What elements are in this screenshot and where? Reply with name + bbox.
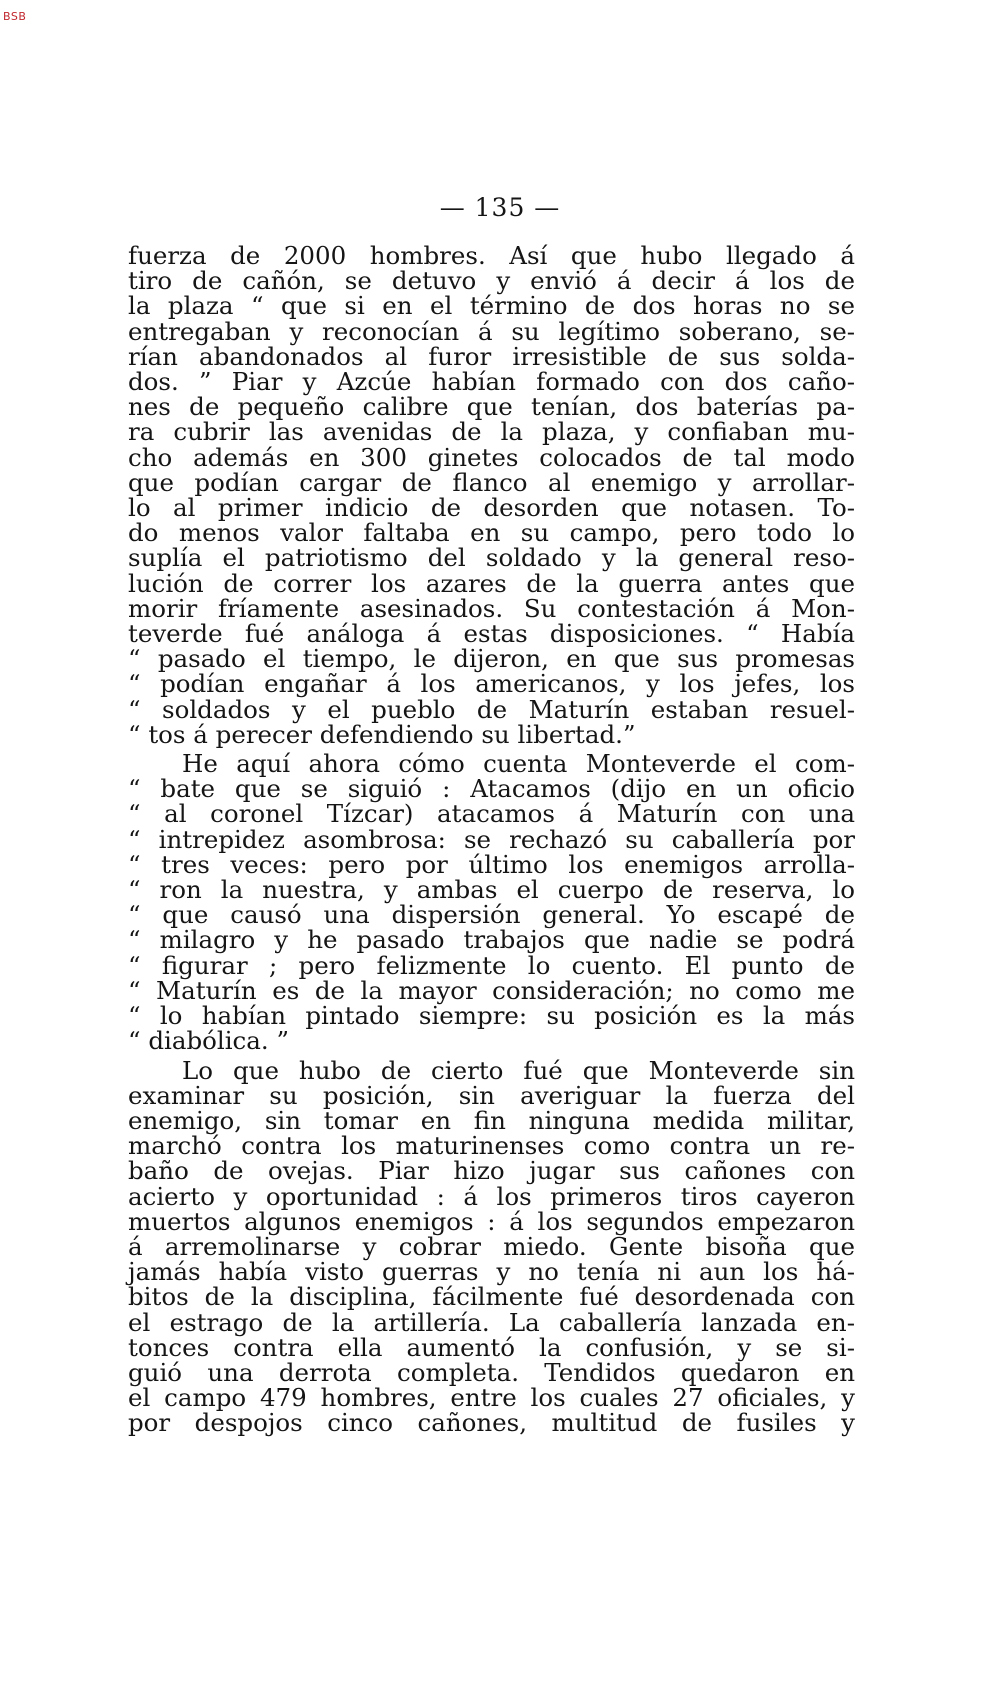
text-line: bitos de la disciplina, fácilmente fué desordenada con — [128, 1282, 855, 1312]
text-line: “ pasado el tiempo, le dijeron, en que sus promesas — [128, 644, 855, 674]
text-line: por despojos cinco cañones, multitud de fusiles y — [128, 1408, 855, 1438]
text-line: entregaban y reconocían á su legítimo soberano, se- — [128, 316, 855, 346]
text-line: do menos valor faltaba en su campo, pero todo lo — [128, 518, 855, 548]
text-line: que podían cargar de flanco al enemigo y arrollar- — [128, 467, 855, 497]
text-line: “ intrepidez asombrosa: se rechazó su caballería por — [128, 824, 855, 854]
text-line: tiro de cañón, se detuvo y envió á decir á los de — [128, 266, 855, 296]
text-line: “ figurar ; pero felizmente lo cuento. El punto de — [128, 950, 855, 980]
text-line: á arremolinarse y cobrar miedo. Gente bisoña que — [128, 1231, 855, 1261]
text-line: “ tres veces: pero por último los enemigos arrolla- — [128, 849, 855, 879]
text-line: el campo 479 hombres, entre los cuales 27 oficiales, y — [128, 1383, 855, 1413]
text-line: “ ron la nuestra, y ambas el cuerpo de reserva, lo — [128, 875, 855, 905]
text-line: cho además en 300 ginetes colocados de tal modo — [128, 442, 855, 472]
text-line: “ que causó una dispersión general. Yo escapé de — [128, 900, 855, 930]
text-line: “ podían engañar á los americanos, y los jefes, los — [128, 669, 855, 699]
text-line: enemigo, sin tomar en fin ninguna medida militar, — [128, 1105, 855, 1135]
text-line: Lo que hubo de cierto fué que Monteverde sin — [182, 1055, 855, 1085]
paragraph — [128, 749, 855, 1056]
text-line: lo al primer indicio de desorden que notasen. To- — [128, 493, 855, 523]
page-number: — 135 — — [439, 193, 561, 222]
text-line: nes de pequeño calibre que tenían, dos baterías pa- — [128, 392, 855, 422]
text-line: acierto y oportunidad : á los primeros tiros cayeron — [128, 1181, 855, 1211]
text-line: dos. ” Piar y Azcúe habían formado con dos caño- — [128, 367, 855, 397]
text-line: guió una derrota completa. Tendidos quedaron en — [128, 1357, 855, 1387]
text-line: “ diabólica. ” — [128, 1026, 289, 1056]
text-line: fuerza de 2000 hombres. Así que hubo llegado á — [128, 241, 855, 270]
text-line: ra cubrir las avenidas de la plaza, y confiaban mu- — [128, 417, 855, 447]
text-line: muertos algunos enemigos : á los segundos empezaron — [128, 1206, 855, 1236]
text-line: “ soldados y el pueblo de Maturín estaban resuel- — [128, 694, 855, 724]
text-line: “ milagro y he pasado trabajos que nadie se podrá — [128, 925, 855, 955]
text-line: tonces contra ella aumentó la confusión, y se si- — [128, 1332, 855, 1362]
text-line: “ bate que se siguió : Atacamos (dijo en un oficio — [128, 774, 855, 804]
text-line: lución de correr los azares de la guerra antes que — [128, 568, 855, 598]
text-line: “ tos á perecer defendiendo su libertad.” — [128, 719, 636, 749]
text-line: rían abandonados al furor irresistible de sus solda- — [128, 341, 855, 371]
text-line: examinar su posición, sin averiguar la fuerza del — [128, 1080, 855, 1110]
body-text — [128, 243, 855, 1436]
text-line: morir fríamente asesinados. Su contestación á Mon- — [128, 593, 855, 623]
paragraph — [128, 243, 855, 747]
library-stamp: BSB — [3, 10, 27, 23]
text-line: “ al coronel Tízcar) atacamos á Maturín con una — [128, 799, 855, 829]
text-line: jamás había visto guerras y no tenía ni aun los há- — [128, 1257, 855, 1287]
text-line: baño de ovejas. Piar hizo jugar sus cañones con — [128, 1156, 855, 1186]
text-line: “ Maturín es de la mayor consideración; no como me — [128, 975, 855, 1005]
text-line: el estrago de la artillería. La caballería lanzada en- — [128, 1307, 855, 1337]
text-line: teverde fué análoga á estas disposiciones. “ Había — [128, 619, 855, 649]
text-line: suplía el patriotismo del soldado y la general reso- — [128, 543, 855, 573]
text-line: marchó contra los maturinenses como contra un re- — [128, 1131, 855, 1161]
text-line: He aquí ahora cómo cuenta Monteverde el com- — [182, 749, 855, 779]
paragraph — [128, 1055, 855, 1438]
text-line: “ lo habían pintado siempre: su posición es la más — [128, 1001, 855, 1031]
text-line: la plaza “ que si en el término de dos horas no se — [128, 291, 855, 321]
